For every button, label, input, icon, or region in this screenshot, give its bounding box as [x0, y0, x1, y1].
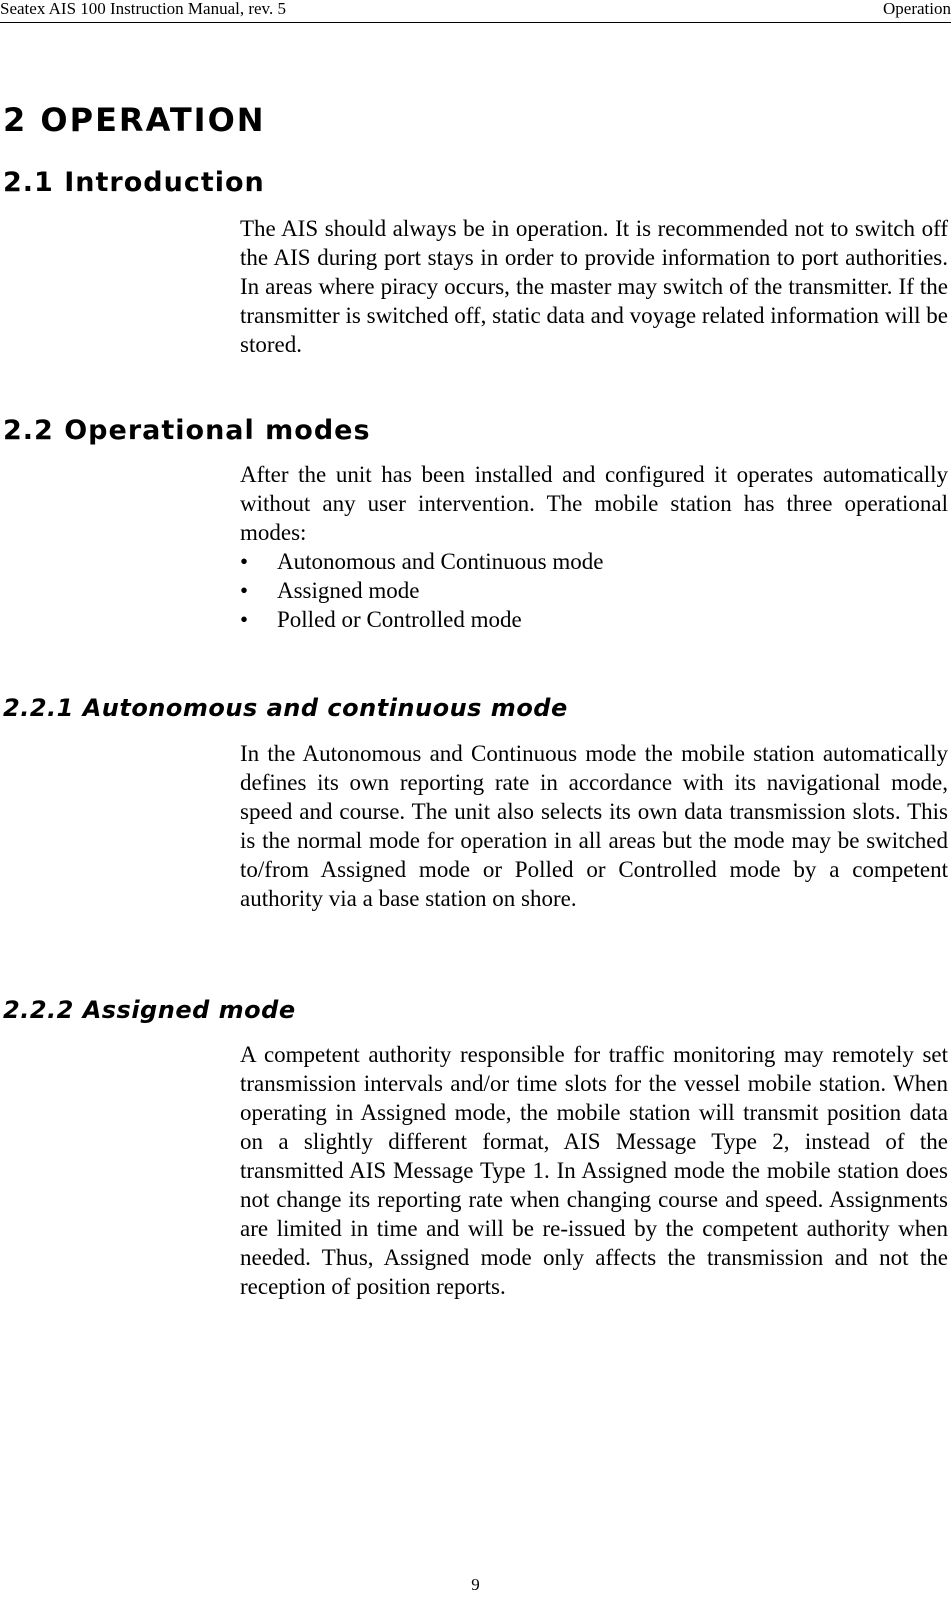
list-item-text: Polled or Controlled mode: [277, 607, 522, 632]
page-number: 9: [471, 1575, 480, 1594]
subsection-heading-autonomous: 2.2.1 Autonomous and continuous mode: [3, 694, 568, 722]
list-item: [240, 576, 948, 605]
section-heading-introduction: 2.1 Introduction: [3, 167, 265, 198]
bullet-icon: •: [240, 549, 249, 574]
page-header: [0, 0, 951, 23]
autonomous-paragraph: In the Autonomous and Continuous mode the mobile station automatically defines its own reporting rate in accordance with its navigational mode, speed and course. The unit also selects its own data transmission slots. This is the normal mode for operation in all areas but the mode may be switched to/from Assigned mode or Polled or Controlled mode by a competent authority via a base station on shore.: [240, 741, 948, 911]
section-heading-operational-modes: 2.2 Operational modes: [3, 415, 371, 446]
header-chapter-name: Operation: [883, 0, 951, 18]
introduction-body: [240, 214, 948, 359]
assigned-body: [240, 1040, 948, 1301]
operational-modes-body: [240, 460, 948, 634]
bullet-icon: •: [240, 607, 249, 632]
header-document-title: Seatex AIS 100 Instruction Manual, rev. 5: [0, 0, 286, 18]
introduction-paragraph: The AIS should always be in operation. It is recommended not to switch off the AIS during port stays in order to provide information to port authorities. In areas where piracy occurs, the master may switch of the transmitter. If the transmitter is switched off, static data and voyage related information will be stored.: [240, 216, 948, 357]
list-item: [240, 605, 948, 634]
assigned-paragraph: A competent authority responsible for traffic monitoring may remotely set transmission intervals and/or time slots for the vessel mobile station. When operating in Assigned mode, the mobile station will transmit position data on a slightly different format, AIS Message Type 2, instead of the transmitted AIS Message Type 1. In Assigned mode the mobile station does not change its reporting rate when changing course and speed. Assignments are limited in time and will be re-issued by the competent authority when needed. Thus, Assigned mode only affects the transmission and not the reception of position reports.: [240, 1042, 948, 1299]
operational-modes-list: [240, 547, 948, 634]
chapter-heading: 2 OPERATION: [3, 101, 266, 139]
list-item-text: Assigned mode: [277, 578, 420, 603]
subsection-heading-assigned: 2.2.2 Assigned mode: [3, 996, 296, 1024]
list-item-text: Autonomous and Continuous mode: [277, 549, 604, 574]
list-item: [240, 547, 948, 576]
bullet-icon: •: [240, 578, 249, 603]
operational-modes-paragraph: After the unit has been installed and configured it operates automatically without any user intervention. The mobile station has three operational modes:: [240, 462, 948, 545]
autonomous-body: [240, 739, 948, 913]
